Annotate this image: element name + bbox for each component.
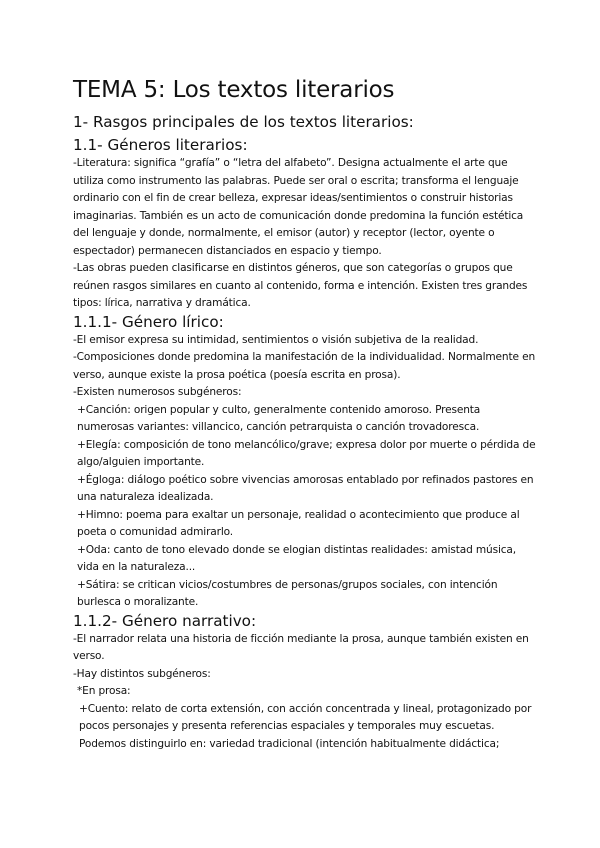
paragraph-clasificacion: -Las obras pueden clasificarse en distintos géneros, que son categorías o grupos que reúnen rasgos similares en cuanto al contenido, forma e intención. Existen tres grandes tipos: lírica, narrativa y dramática. xyxy=(73,262,528,309)
section-heading-rasgos: 1- Rasgos principales de los textos literarios: xyxy=(73,113,414,131)
subsection-heading-lirico: 1.1.1- Género lírico: xyxy=(73,312,224,331)
paragraph-narrativo-subgeneros: -Hay distintos subgéneros: xyxy=(73,667,211,680)
subsection-heading-generos: 1.1- Géneros literarios: xyxy=(73,136,248,154)
subsection-heading-narrativo: 1.1.2- Género narrativo: xyxy=(73,611,257,630)
paragraph-narrativo-narrador: -El narrador relata una historia de ficción mediante la prosa, aunque también existen en verso. xyxy=(73,632,529,662)
list-item-elegia: +Elegía: composición de tono melancólico/grave; expresa dolor por muerte o pérdida de algo/alguien importante. xyxy=(77,438,536,468)
list-item-cuento: +Cuento: relato de corta extensión, con acción concentrada y lineal, protagonizado por pocos personajes y presenta referencias espaciales y temporales muy escuetas. Podemos distinguirlo en: variedad tradicional (intención habitualmente didáctica; xyxy=(79,702,532,750)
paragraph-lirico-emisor: -El emisor expresa su intimidad, sentimientos o visión subjetiva de la realidad. xyxy=(73,333,479,346)
list-item-egloga: +Égloga: diálogo poético sobre vivencias amorosas entablado por refinados pastores en una naturaleza idealizada. xyxy=(77,473,534,503)
document-title: TEMA 5: Los textos literarios xyxy=(73,77,395,103)
paragraph-lirico-subgeneros: -Existen numerosos subgéneros: xyxy=(73,386,242,398)
paragraph-literatura: -Literatura: significa “grafía” o “letra del alfabeto”. Designa actualmente el arte que utiliza como instrumento las palabras. Puede ser oral o escrita; transforma el lenguaje ordinario con el fin de crear belleza, expresar ideas/sentimientos o construir historias imaginarias. También es un acto de comunicación donde predomina la función estética del lenguaje y donde, normalmente, el emisor (autor) y receptor (lector, oyente o espectador) permanecen distanciados en espacio y tiempo. xyxy=(73,157,524,257)
list-item-himno: +Himno: poema para exaltar un personaje, realidad o acontecimiento que produce al poeta o comunidad admirarlo. xyxy=(77,508,520,538)
list-item-oda: +Oda: canto de tono elevado donde se elogian distintas realidades: amistad música, vida en la naturaleza... xyxy=(77,543,516,573)
list-item-en-prosa: *En prosa: xyxy=(77,685,131,697)
paragraph-lirico-composiciones: -Composiciones donde predomina la manifestación de la individualidad. Normalmente en verso, aunque existe la prosa poética (poesía escrita en prosa). xyxy=(73,351,536,381)
list-item-cancion: +Canción: origen popular y culto, generalmente contenido amoroso. Presenta numerosas variantes: villancico, canción petrarquista o canción trovadoresca. xyxy=(77,403,481,433)
list-item-satira: +Sátira: se critican vicios/costumbres de personas/grupos sociales, con intención burlesca o moralizante. xyxy=(77,578,498,608)
